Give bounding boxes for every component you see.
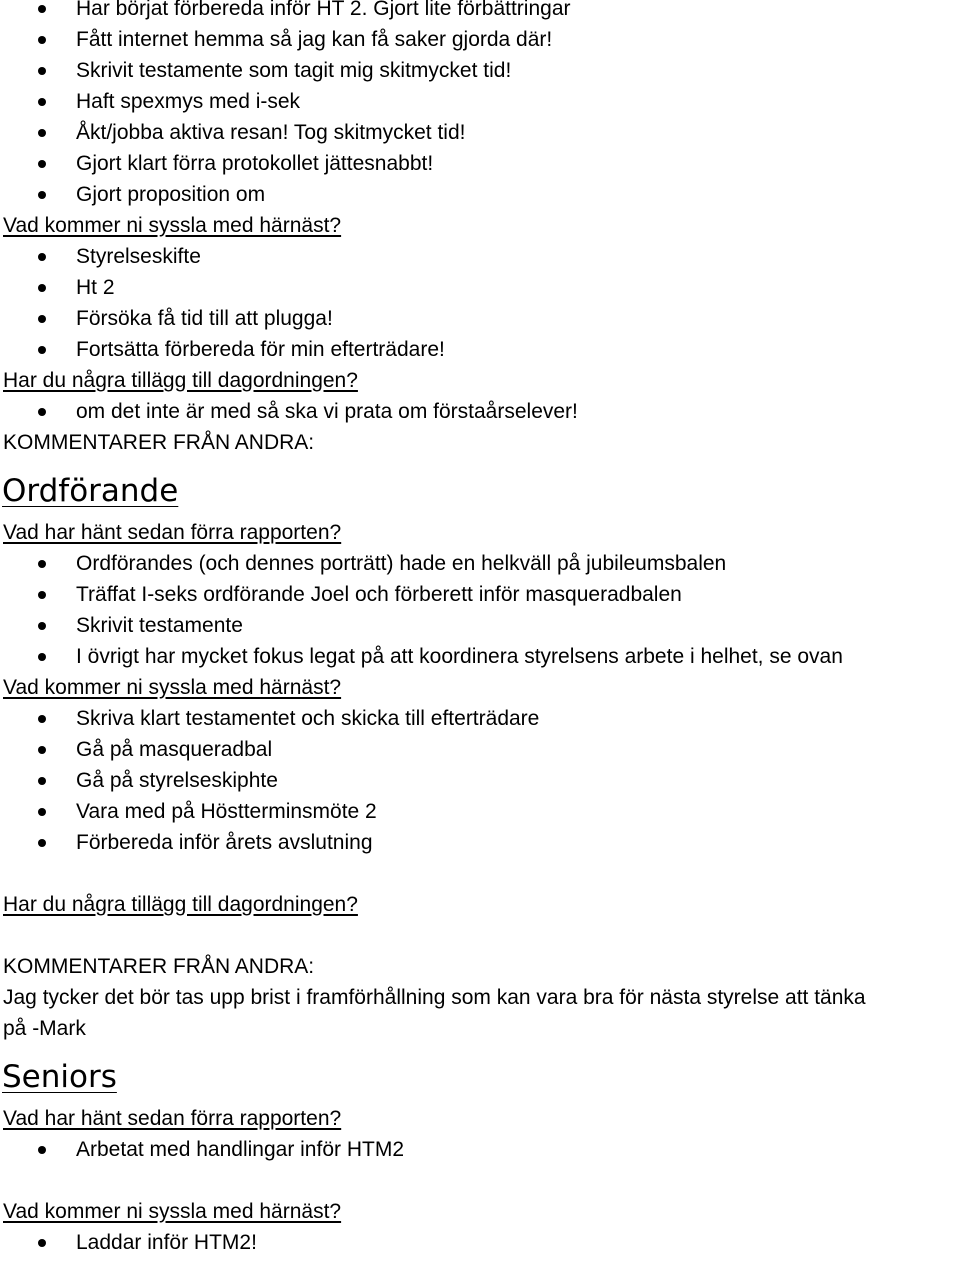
bullet-icon [38, 560, 46, 568]
comment-text: på -Mark [3, 1017, 86, 1040]
comment-text: Jag tycker det bör tas upp brist i framförhållning som kan vara bra för nästa styrelse att tänka [3, 986, 866, 1009]
bullet-icon [38, 591, 46, 599]
list-item: Fortsätta förbereda för min efterträdare! [0, 334, 960, 365]
section-title-seniors: Seniors [2, 1059, 117, 1095]
list-item: Styrelseskifte [0, 241, 960, 272]
bullet-icon [38, 746, 46, 754]
bullet-icon [38, 653, 46, 661]
bullet-icon [38, 5, 46, 13]
spacer [0, 920, 960, 951]
list-item: Försöka få tid till att plugga! [0, 303, 960, 334]
bullet-icon [38, 1146, 46, 1154]
list-item: I övrigt har mycket fokus legat på att koordinera styrelsens arbete i helhet, se ovan [0, 641, 960, 672]
list-item: Skrivit testamente som tagit mig skitmycket tid! [0, 55, 960, 86]
list-item: Fått internet hemma så jag kan få saker gjorda där! [0, 24, 960, 55]
bullet-icon [38, 284, 46, 292]
bullet-icon [38, 777, 46, 785]
bullet-icon [38, 808, 46, 816]
bullet-icon [38, 67, 46, 75]
list-item: Gå på styrelseskiphte [0, 765, 960, 796]
since-bullet-list [0, 1134, 960, 1165]
list-item: Träffat I-seks ordförande Joel och förberett inför masqueradbalen [0, 579, 960, 610]
bullet-icon [38, 1239, 46, 1247]
list-item: Gjort proposition om [0, 179, 960, 210]
list-item: Skrivit testamente [0, 610, 960, 641]
comments-heading: KOMMENTARER FRÅN ANDRA: [3, 955, 315, 978]
since-bullet-list [0, 548, 960, 672]
bullet-icon [38, 715, 46, 723]
question-heading-next: Vad kommer ni syssla med härnäst? [3, 214, 342, 237]
list-item: Har börjat förbereda inför HT 2. Gjort lite förbättringar [0, 0, 960, 24]
list-item: Laddar inför HTM2! [0, 1227, 960, 1258]
bullet-icon [38, 253, 46, 261]
question-heading-next: Vad kommer ni syssla med härnäst? [3, 676, 342, 699]
list-item: Haft spexmys med i-sek [0, 86, 960, 117]
list-item: Ordförandes (och dennes porträtt) hade en helkväll på jubileumsbalen [0, 548, 960, 579]
question-heading-since: Vad har hänt sedan förra rapporten? [3, 521, 342, 544]
question-heading-next: Vad kommer ni syssla med härnäst? [3, 1200, 342, 1223]
question-heading-agenda: Har du några tillägg till dagordningen? [3, 369, 358, 392]
spacer [0, 1165, 960, 1196]
list-item: Skriva klart testamentet och skicka till efterträdare [0, 703, 960, 734]
next-bullet-list [0, 703, 960, 858]
bullet-icon [38, 36, 46, 44]
list-item: Gjort klart förra protokollet jättesnabbt! [0, 148, 960, 179]
list-item: Vara med på Höstterminsmöte 2 [0, 796, 960, 827]
next-bullet-list [0, 241, 960, 365]
question-heading-agenda: Har du några tillägg till dagordningen? [3, 893, 358, 916]
bullet-icon [38, 191, 46, 199]
bullet-icon [38, 839, 46, 847]
list-item: Ht 2 [0, 272, 960, 303]
list-item: Förbereda inför årets avslutning [0, 827, 960, 858]
bullet-icon [38, 315, 46, 323]
bullet-icon [38, 346, 46, 354]
list-item: om det inte är med så ska vi prata om förstaårselever! [0, 396, 960, 427]
bullet-icon [38, 160, 46, 168]
comments-heading: KOMMENTARER FRÅN ANDRA: [3, 431, 315, 454]
bullet-icon [38, 408, 46, 416]
bullet-icon [38, 622, 46, 630]
bullet-icon [38, 129, 46, 137]
list-item: Arbetat med handlingar inför HTM2 [0, 1134, 960, 1165]
next-bullet-list [0, 1227, 960, 1258]
list-item: Åkt/jobba aktiva resan! Tog skitmycket tid! [0, 117, 960, 148]
bullet-icon [38, 98, 46, 106]
agenda-bullet-list [0, 396, 960, 427]
section-title-ordforande: Ordförande [2, 473, 179, 509]
list-item: Gå på masqueradbal [0, 734, 960, 765]
top-bullet-list [0, 0, 960, 210]
question-heading-since: Vad har hänt sedan förra rapporten? [3, 1107, 342, 1130]
spacer [0, 858, 960, 889]
